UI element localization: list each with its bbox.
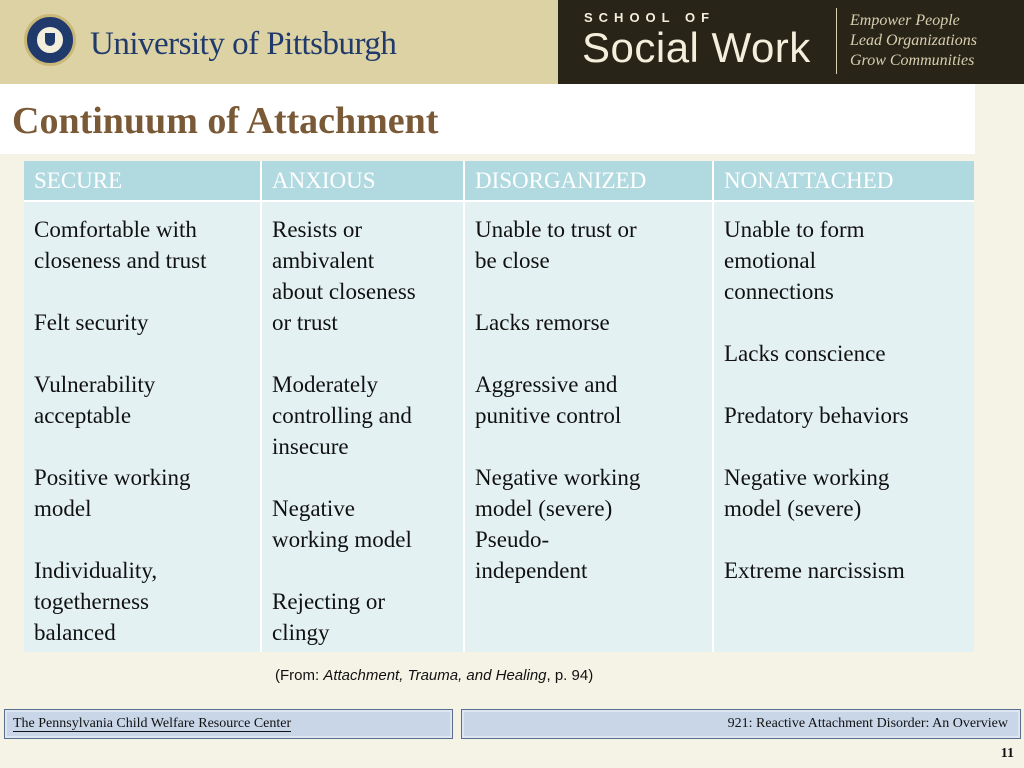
- cell-text-line: Positive working: [34, 465, 191, 490]
- cell-secure: [24, 201, 261, 652]
- citation-book: Attachment, Trauma, and Healing: [323, 667, 547, 684]
- cell-text-line: about closeness: [272, 279, 416, 304]
- cell-text-line: model (severe): [724, 496, 862, 521]
- footer-right-box: [461, 709, 1021, 739]
- item-gap: [272, 462, 453, 493]
- university-seal-icon: [24, 14, 76, 66]
- cell-text-line: or trust: [272, 310, 338, 335]
- cell-text-line: Extreme narcissism: [724, 558, 905, 583]
- cell-text-line: connections: [724, 279, 834, 304]
- cell-text-line: Negative: [272, 496, 356, 521]
- slide-title: Continuum of Attachment: [12, 100, 439, 142]
- cell-text-line: Vulnerability: [34, 372, 156, 397]
- page-number: 11: [1000, 746, 1014, 761]
- item-gap: [724, 431, 964, 462]
- item-gap: [272, 338, 453, 369]
- item-gap: [34, 276, 250, 307]
- cell-text-line: ambivalent: [272, 248, 375, 273]
- header-banner: [0, 0, 1024, 84]
- item-gap: [724, 369, 964, 400]
- item-gap: [475, 431, 702, 462]
- cell-text-line: Lacks remorse: [475, 310, 610, 335]
- cell-text-line: balanced: [34, 620, 116, 645]
- school-of-social-work-logo: [558, 0, 1024, 84]
- header-anxious: ANXIOUS: [261, 161, 464, 201]
- footer-left-box: [4, 709, 453, 739]
- item-gap: [272, 555, 453, 586]
- cell-text-line: acceptable: [34, 403, 132, 428]
- header-secure: SECURE: [24, 161, 261, 201]
- tagline-1: Empower People: [850, 12, 960, 29]
- cell-text-line: controlling and: [272, 403, 412, 428]
- footer-left-text: The Pennsylvania Child Welfare Resource Center: [13, 716, 292, 731]
- cell-text-line: clingy: [272, 620, 330, 645]
- header-nonattached: NONATTACHED: [713, 161, 974, 201]
- cell-text-line: Pseudo-: [475, 527, 550, 552]
- cell-text-line: Moderately: [272, 372, 379, 397]
- cell-text-line: insecure: [272, 434, 349, 459]
- cell-text-line: togetherness: [34, 589, 149, 614]
- social-work-label: Social Work: [582, 24, 811, 71]
- tagline-3: Grow Communities: [850, 52, 975, 69]
- cell-text-line: Individuality,: [34, 558, 158, 583]
- cell-text-line: Aggressive and: [475, 372, 618, 397]
- tagline-2: Lead Organizations: [850, 32, 977, 49]
- school-of-label: SCHOOL OF: [584, 10, 716, 25]
- item-gap: [475, 338, 702, 369]
- cell-anxious: [261, 201, 464, 652]
- cell-nonattached: [713, 201, 974, 652]
- cell-text-line: Lacks conscience: [724, 341, 886, 366]
- item-gap: [34, 524, 250, 555]
- cell-text-line: Unable to trust or: [475, 217, 637, 242]
- cell-text-line: closeness and trust: [34, 248, 207, 273]
- cell-text-line: independent: [475, 558, 588, 583]
- item-gap: [34, 338, 250, 369]
- pitt-logo-area: [0, 0, 558, 84]
- cell-text-line: Negative working: [724, 465, 890, 490]
- cell-text-line: working model: [272, 527, 412, 552]
- cell-text-line: be close: [475, 248, 550, 273]
- table-row: [24, 201, 974, 652]
- table-header-row: [24, 161, 974, 201]
- citation-suffix: , p. 94): [546, 667, 594, 684]
- footer-right-text: 921: Reactive Attachment Disorder: An Overview: [727, 716, 1008, 731]
- cell-text-line: Felt security: [34, 310, 149, 335]
- attachment-table: [24, 161, 974, 652]
- cell-text-line: Rejecting or: [272, 589, 386, 614]
- cell-text-line: Negative working: [475, 465, 641, 490]
- university-name: University of Pittsburgh: [90, 26, 397, 62]
- cell-text-line: model: [34, 496, 92, 521]
- item-gap: [34, 431, 250, 462]
- item-gap: [724, 524, 964, 555]
- title-bar: [0, 84, 975, 154]
- header-disorganized: DISORGANIZED: [464, 161, 713, 201]
- cell-text-line: Comfortable with: [34, 217, 197, 242]
- citation: [275, 667, 593, 684]
- logo-divider: [836, 8, 837, 74]
- cell-text-line: punitive control: [475, 403, 622, 428]
- cell-text-line: Resists or: [272, 217, 363, 242]
- cell-text-line: emotional: [724, 248, 816, 273]
- cell-text-line: model (severe): [475, 496, 613, 521]
- item-gap: [724, 307, 964, 338]
- citation-prefix: (From:: [275, 667, 324, 684]
- cell-text-line: Predatory behaviors: [724, 403, 909, 428]
- item-gap: [475, 276, 702, 307]
- cell-text-line: Unable to form: [724, 217, 865, 242]
- cell-disorganized: [464, 201, 713, 652]
